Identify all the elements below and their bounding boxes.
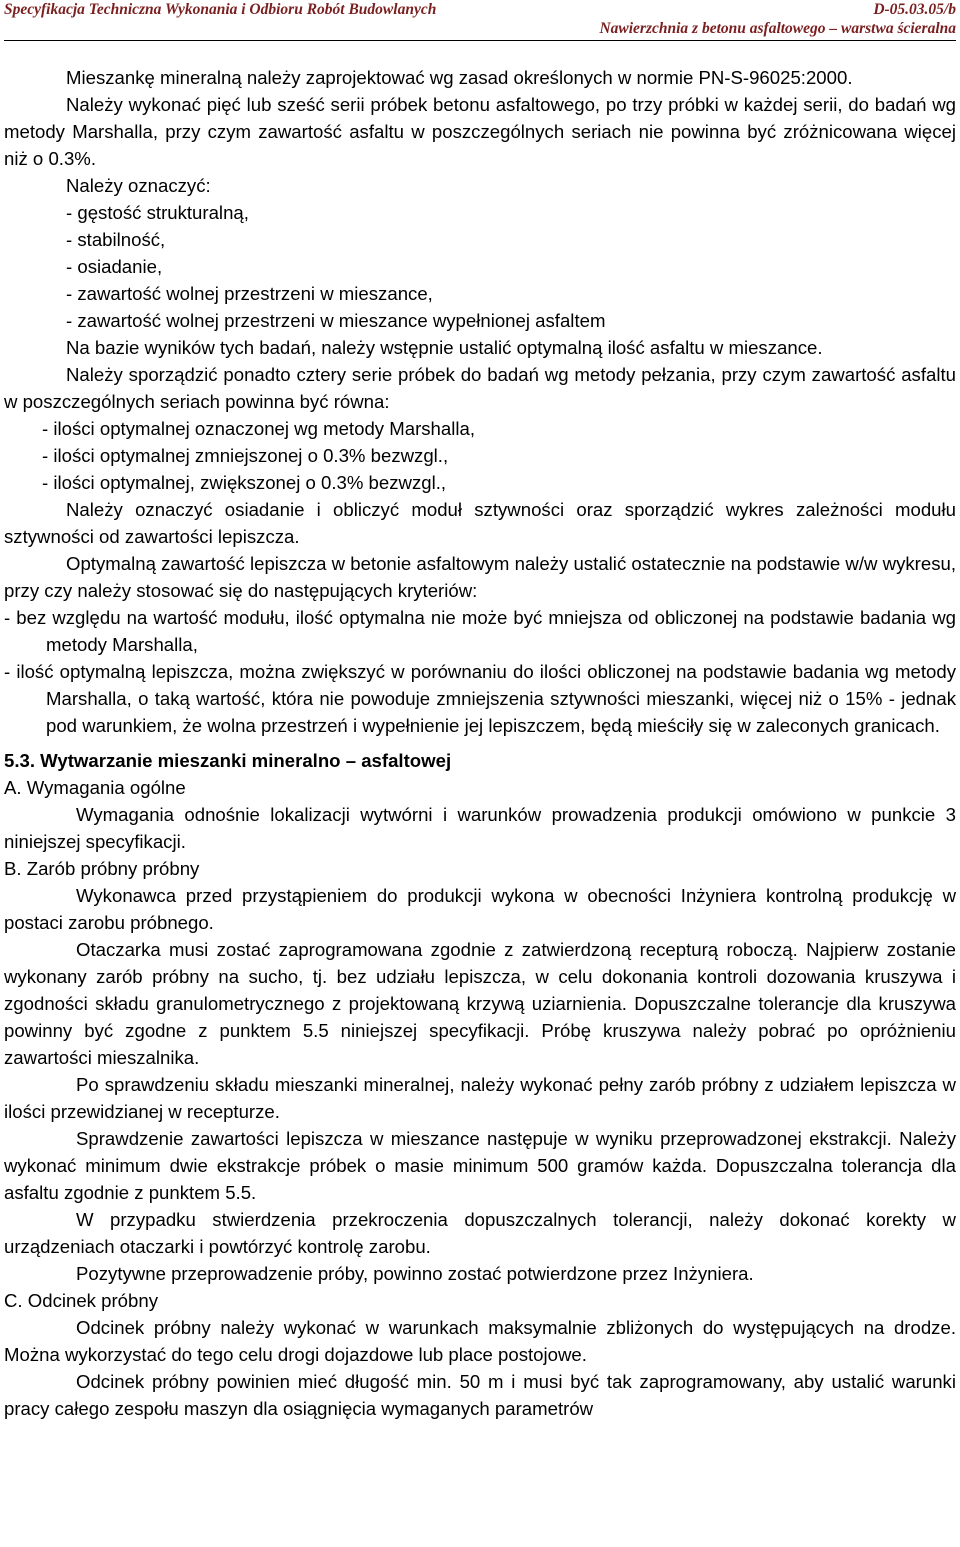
paragraph: W przypadku stwierdzenia przekroczenia dopuszczalnych tolerancji, należy dokonać korekty w urządzeniach otaczarki i powtórzyć kontrolę zarobu. [4, 1209, 956, 1257]
paragraph: Należy wykonać pięć lub sześć serii próbek betonu asfaltowego, po trzy próbki w każdej serii, do badań wg metody Marshalla, przy czym zawartość asfaltu w poszczególnych seriach nie powinna być zróżnicowana więcej niż o 0.3%. [4, 94, 956, 169]
paragraph: Otaczarka musi zostać zaprogramowana zgodnie z zatwierdzoną recepturą roboczą. Najpierw zostanie wykonany zarób próbny na sucho, tj. bez udziału lepiszcza, w celu dokonania kontroli dozowania kruszywa i zgodności składu granulometrycznego z projektowaną krzywą uziarnienia. Dopuszczalne tolerancje dla kruszywa powinny być zgodne z punktem 5.5 niniejszej specyfikacji. Próbę kruszywa należy pobrać po opróżnieniu zawartości mieszalnika. [4, 939, 956, 1068]
list-item: - ilość optymalną lepiszcza, można zwiększyć w porównaniu do ilości obliczonej na podstawie badania wg metody Marshalla, o taką wartość, która nie powoduje zmniejszenia sztywności mieszanki, więcej niż o 15% - jednak pod warunkiem, że wolna przestrzeń i wypełnienie jej lepiszczem, będą mieściły się w zaleconych granicach. [4, 661, 956, 736]
subsection-heading: A. Wymagania ogólne [4, 777, 186, 798]
section-heading: 5.3. Wytwarzanie mieszanki mineralno – asfaltowej [4, 750, 452, 771]
subsection-heading: C. Odcinek próbny [4, 1290, 158, 1311]
page-header [4, 0, 956, 42]
paragraph: Wymagania odnośnie lokalizacji wytwórni i warunków prowadzenia produkcji omówiono w punkcie 3 niniejszej specyfikacji. [4, 804, 956, 852]
paragraph: Pozytywne przeprowadzenie próby, powinno zostać potwierdzone przez Inżyniera. [76, 1263, 754, 1284]
list-item: - ilości optymalnej, zwiększonej o 0.3% bezwzgl., [42, 472, 447, 493]
paragraph: Należy oznaczyć osiadanie i obliczyć moduł sztywności oraz sporządzić wykres zależności modułu sztywności od zawartości lepiszcza. [4, 499, 956, 547]
list-item: - zawartość wolnej przestrzeni w mieszance wypełnionej asfaltem [66, 310, 606, 331]
paragraph: Odcinek próbny należy wykonać w warunkach maksymalnie zbliżonych do występujących na drodze. Można wykorzystać do tego celu drogi dojazdowe lub place postojowe. [4, 1317, 956, 1365]
header-spec-subtitle: Nawierzchnia z betonu asfaltowego – warstwa ścieralna [599, 20, 956, 37]
list-item: - bez względu na wartość modułu, ilość optymalna nie może być mniejsza od obliczonej na podstawie badania wg metody Marshalla, [4, 607, 956, 655]
list-item: - stabilność, [66, 229, 166, 250]
header-spec-title: Specyfikacja Techniczna Wykonania i Odbioru Robót Budowlanych [4, 1, 437, 18]
header-spec-code: D-05.03.05/b [873, 1, 956, 18]
paragraph: Na bazie wyników tych badań, należy wstępnie ustalić optymalną ilość asfaltu w mieszance. [66, 337, 823, 358]
list-item: - osiadanie, [66, 256, 163, 277]
list-item: - gęstość strukturalną, [66, 202, 249, 223]
paragraph: Po sprawdzeniu składu mieszanki mineralnej, należy wykonać pełny zarób próbny z udziałem lepiszcza w ilości przewidzianej w recepturze. [4, 1074, 956, 1122]
subsection-heading: B. Zarób próbny próbny [4, 858, 200, 879]
paragraph: Wykonawca przed przystąpieniem do produkcji wykona w obecności Inżyniera kontrolną produkcję w postaci zarobu próbnego. [4, 885, 956, 933]
paragraph: Należy oznaczyć: [66, 175, 211, 196]
list-item: - ilości optymalnej zmniejszonej o 0.3% bezwzgl., [42, 445, 449, 466]
paragraph: Odcinek próbny powinien mieć długość min. 50 m i musi być tak zaprogramowany, aby ustalić warunki pracy całego zespołu maszyn dla osiągnięcia wymaganych parametrów [4, 1371, 956, 1419]
header-rule [4, 40, 956, 41]
paragraph: Mieszankę mineralną należy zaprojektować wg zasad określonych w normie PN-S-96025:2000. [66, 67, 853, 88]
document-body [4, 64, 956, 1422]
list-item: - zawartość wolnej przestrzeni w mieszance, [66, 283, 433, 304]
paragraph: Należy sporządzić ponadto cztery serie próbek do badań wg metody pełzania, przy czym zawartość asfaltu w poszczególnych seriach powinna być równa: [4, 364, 956, 412]
paragraph: Sprawdzenie zawartości lepiszcza w mieszance następuje w wyniku przeprowadzonej ekstrakcji. Należy wykonać minimum dwie ekstrakcje próbek o masie minimum 500 gramów każda. Dopuszczalna tolerancja dla asfaltu zgodnie z punktem 5.5. [4, 1128, 956, 1203]
list-item: - ilości optymalnej oznaczonej wg metody Marshalla, [42, 418, 476, 439]
paragraph: Optymalną zawartość lepiszcza w betonie asfaltowym należy ustalić ostatecznie na podstawie w/w wykresu, przy czy należy stosować się do następujących kryteriów: [4, 553, 956, 601]
